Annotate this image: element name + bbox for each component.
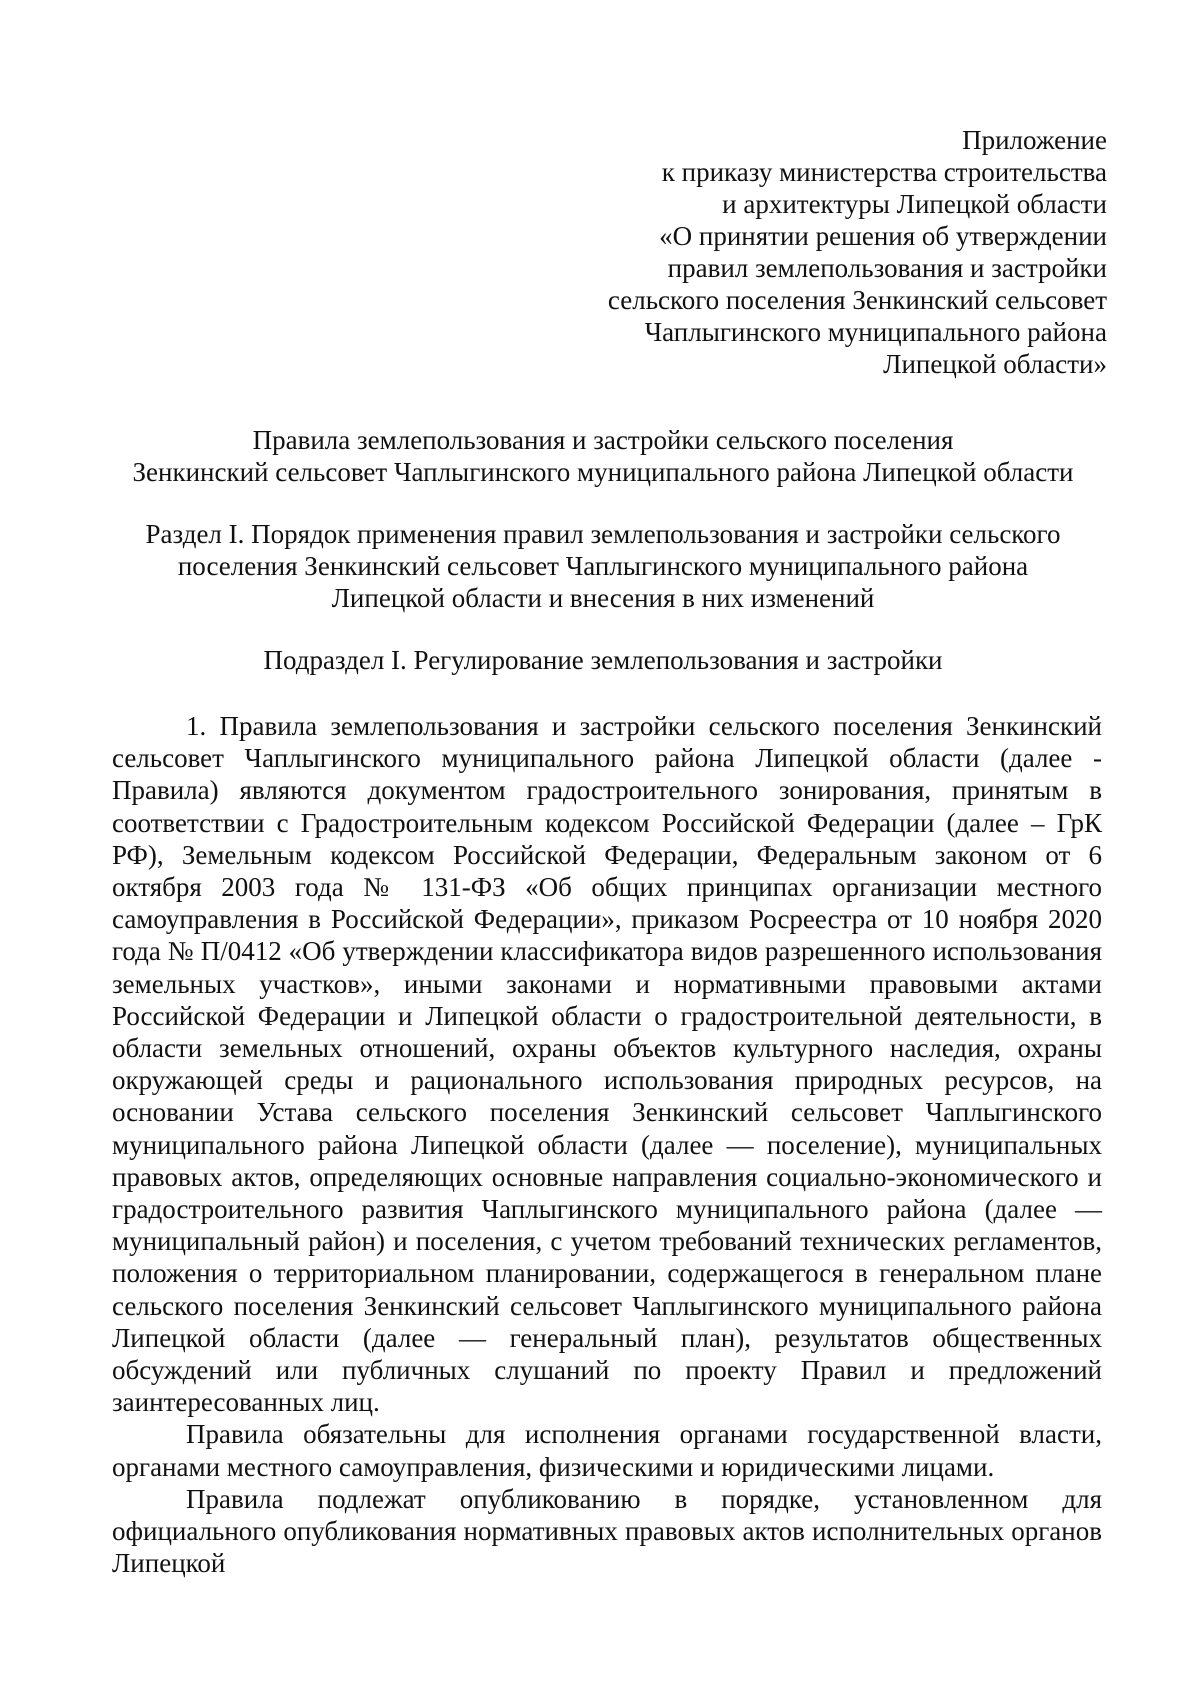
appendix-line: Приложение	[962, 125, 1107, 155]
body-text	[112, 710, 1102, 1579]
appendix-line: и архитектуры Липецкой области	[722, 189, 1107, 219]
paragraph-1: 1. Правила землепользования и застройки сельского поселения Зенкинский сельсовет Чаплыгинского муниципального района Липецкой области (далее - Правила) являются документом градостроительного зонирования, принятым в соответствии с Градостроительным кодексом Российской Федерации (далее – ГрК РФ), Земельным кодексом Российской Федерации, Федеральным законом от 6 октября 2003 года № 131-ФЗ «Об общих принципах организации местного самоуправления в Российской Федерации», приказом Росреестра от 10 ноября 2020 года № П/0412 «Об утверждении классификатора видов разрешенного использования земельных участков», иными законами и нормативными правовыми актами Российской Федерации и Липецкой области о градостроительной деятельности, в области земельных отношений, охраны объектов культурного наследия, охраны окружающей среды и рационального использования природных ресурсов, на основании Устава сельского поселения Зенкинский сельсовет Чаплыгинского муниципального района Липецкой области (далее — поселение), муниципальных правовых актов, определяющих основные направления социально-экономического и градостроительного развития Чаплыгинского муниципального района (далее — муниципальный район) и поселения, с учетом требований технических регламентов, положения о территориальном планировании, содержащегося в генеральном плане сельского поселения Зенкинский сельсовет Чаплыгинского муниципального района Липецкой области (далее — генеральный план), результатов общественных обсуждений или публичных слушаний по проекту Правил и предложений заинтересованных лиц.	[112, 711, 1102, 1418]
subsection-title-line: Подраздел I. Регулирование землепользования и застройки	[263, 645, 943, 675]
paragraph-3: Правила подлежат опубликованию в порядке, установленном для официального опубликования нормативных правовых актов исполнительных органов Липецкой	[112, 1483, 1102, 1579]
section-title-line: Липецкой области и внесения в них изменений	[331, 583, 875, 613]
section-title-line: поселения Зенкинский сельсовет Чаплыгинского муниципального района	[177, 551, 1029, 581]
document-title-line: Правила землепользования и застройки сельского поселения	[252, 425, 954, 455]
appendix-line: сельского поселения Зенкинский сельсовет	[607, 285, 1107, 315]
document-title	[110, 424, 1096, 488]
paragraph-2: Правила обязательны для исполнения органами государственной власти, органами местного самоуправления, физическими и юридическими лицами.	[112, 1419, 1102, 1482]
section-title	[110, 518, 1096, 614]
appendix-line: к приказу министерства строительства	[661, 157, 1107, 187]
appendix-line: «О принятии решения об утверждении	[659, 221, 1107, 251]
section-title-line: Раздел I. Порядок применения правил землепользования и застройки сельского	[145, 519, 1061, 549]
appendix-line: Чаплыгинского муниципального района	[644, 317, 1107, 347]
subsection-title	[110, 644, 1096, 676]
document-title-line: Зенкинский сельсовет Чаплыгинского муниципального района Липецкой области	[132, 457, 1074, 487]
appendix-line: Липецкой области»	[883, 349, 1107, 379]
appendix-header	[547, 124, 1107, 380]
appendix-line: правил землепользования и застройки	[667, 253, 1107, 283]
